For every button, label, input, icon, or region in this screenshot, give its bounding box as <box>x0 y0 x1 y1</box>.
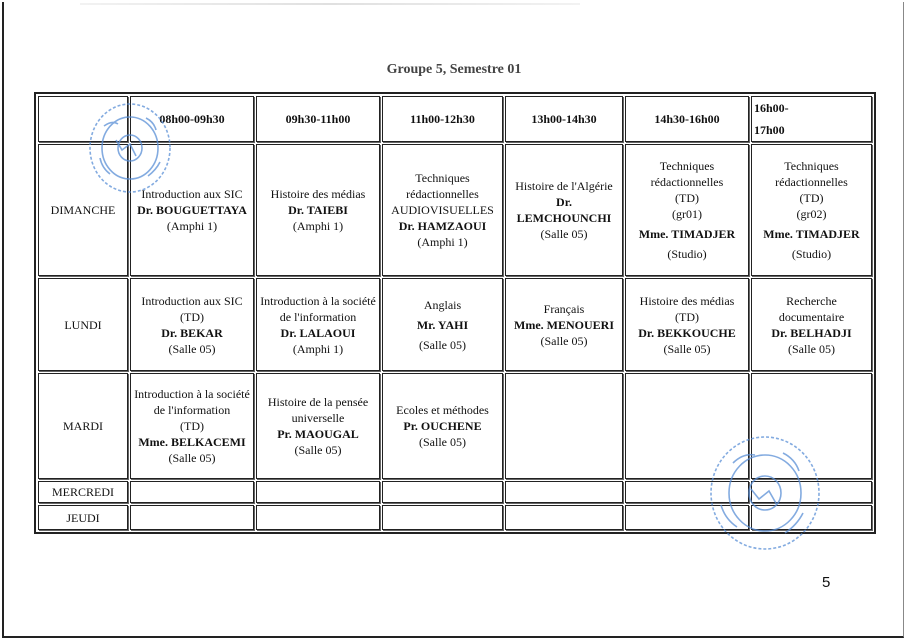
course-name: Introduction aux SIC <box>141 187 243 201</box>
room: (Salle 05) <box>294 443 342 457</box>
course-name: Histoire des médias <box>270 187 366 201</box>
course-cell <box>625 278 749 371</box>
session-type: (TD) <box>180 419 204 433</box>
group: (gr01) <box>672 207 702 221</box>
course-name: Histoire des médias <box>639 293 735 308</box>
room: (Amphi 1) <box>292 219 344 233</box>
room: (Salle 05) <box>788 341 835 356</box>
course-cell <box>382 373 503 479</box>
empty-cell <box>505 505 623 530</box>
empty-cell <box>130 505 254 530</box>
empty-cell <box>751 373 872 479</box>
empty-cell <box>625 505 749 530</box>
professor-name: Dr. LALAOUI <box>280 325 356 340</box>
room: (Studio) <box>791 247 832 261</box>
course-name: Introduction aux SIC <box>141 293 243 308</box>
professor-name: Mme. BELKACEMI <box>138 435 246 449</box>
course-name: Histoire de l'Algérie <box>515 179 613 193</box>
course-cell <box>256 144 380 276</box>
room: (Salle 05) <box>540 227 588 241</box>
course-name: Anglais <box>423 297 462 312</box>
course-cell <box>130 144 254 276</box>
professor-name: Mme. MENOUERI <box>514 317 614 332</box>
professor-name: Mme. TIMADJER <box>638 227 736 241</box>
professor-name: Dr. BEKKOUCHE <box>638 325 736 340</box>
group: (gr02) <box>796 207 827 221</box>
course-cell <box>382 278 503 371</box>
time-slot-6: 16h00- 17h00 <box>751 96 872 142</box>
professor-name: Mr. YAHI <box>416 317 469 332</box>
time-slot-1: 08h00-09h30 <box>130 96 254 142</box>
course-cell <box>130 373 254 479</box>
room: (Salle 05) <box>419 435 466 449</box>
session-type: (TD) <box>799 191 824 205</box>
course-cell <box>382 144 503 276</box>
course-cell <box>625 144 749 276</box>
empty-cell <box>505 481 623 503</box>
scan-shadow <box>80 3 580 5</box>
day-label: MERCREDI <box>38 481 128 503</box>
course-cell <box>256 278 380 371</box>
course-name: Techniques rédactionnelles AUDIOVISUELLES <box>391 171 494 217</box>
course-cell <box>751 278 872 371</box>
professor-name: Dr. BOUGUETTAYA <box>137 203 247 217</box>
course-cell <box>751 144 872 276</box>
room: (Salle 05) <box>540 333 588 348</box>
course-name: Introduction à la société de l'information <box>260 293 376 324</box>
room: (Amphi 1) <box>417 235 468 249</box>
empty-cell <box>751 481 872 503</box>
empty-cell <box>256 505 380 530</box>
professor-name: Pr. OUCHENE <box>403 419 482 433</box>
empty-cell <box>256 481 380 503</box>
page-title: Groupe 5, Semestre 01 <box>386 62 522 77</box>
header-row <box>38 96 872 142</box>
course-name: Recherche documentaire <box>778 293 845 324</box>
day-label: LUNDI <box>38 278 128 371</box>
session-type: (TD) <box>675 191 699 205</box>
day-label: MARDI <box>38 373 128 479</box>
time-slot-4: 13h00-14h30 <box>505 96 623 142</box>
room: (Studio) <box>667 247 707 261</box>
course-name: Introduction à la société de l'information <box>134 387 250 417</box>
course-cell <box>505 144 623 276</box>
professor-name: Dr. HAMZAOUI <box>398 219 487 233</box>
page-number: 5 <box>822 574 831 591</box>
professor-name: Pr. MAOUGAL <box>277 427 359 441</box>
professor-name: Dr. BEKAR <box>161 325 223 340</box>
professor-name: Mme. TIMADJER <box>763 227 860 241</box>
room: (Salle 05) <box>419 337 466 352</box>
course-name: Techniques rédactionnelles <box>650 159 724 189</box>
day-label: DIMANCHE <box>38 144 128 276</box>
room: (Amphi 1) <box>292 341 344 356</box>
course-name: Techniques rédactionnelles <box>775 159 848 189</box>
course-cell <box>256 373 380 479</box>
room: (Salle 05) <box>168 341 216 356</box>
day-row-jeudi <box>38 505 872 530</box>
corner-cell <box>38 96 128 142</box>
empty-cell <box>625 373 749 479</box>
schedule-table <box>34 92 876 534</box>
day-label: JEUDI <box>38 505 128 530</box>
room: (Amphi 1) <box>166 219 218 233</box>
empty-cell <box>625 481 749 503</box>
empty-cell <box>130 481 254 503</box>
time-slot-3: 11h00-12h30 <box>382 96 503 142</box>
day-row-mardi <box>38 373 872 479</box>
day-row-mercredi <box>38 481 872 503</box>
empty-cell <box>382 505 503 530</box>
room: (Salle 05) <box>168 451 216 465</box>
professor-name: Dr. LEMCHOUNCHI <box>516 195 612 225</box>
course-name: Français <box>543 301 585 316</box>
professor-name: Dr. TAIEBI <box>288 203 348 217</box>
empty-cell <box>382 481 503 503</box>
room: (Salle 05) <box>663 341 711 356</box>
day-row-dimanche <box>38 144 872 276</box>
empty-cell <box>751 505 872 530</box>
time-slot-5: 14h30-16h00 <box>625 96 749 142</box>
time-slot-2: 09h30-11h00 <box>256 96 380 142</box>
course-name: Histoire de la pensée universelle <box>267 395 369 425</box>
day-row-lundi <box>38 278 872 371</box>
session-type: (TD) <box>180 309 204 324</box>
course-cell <box>130 278 254 371</box>
course-cell <box>505 278 623 371</box>
professor-name: Dr. BELHADJI <box>771 325 852 340</box>
empty-cell <box>505 373 623 479</box>
session-type: (TD) <box>675 309 699 324</box>
course-name: Ecoles et méthodes <box>396 403 489 417</box>
